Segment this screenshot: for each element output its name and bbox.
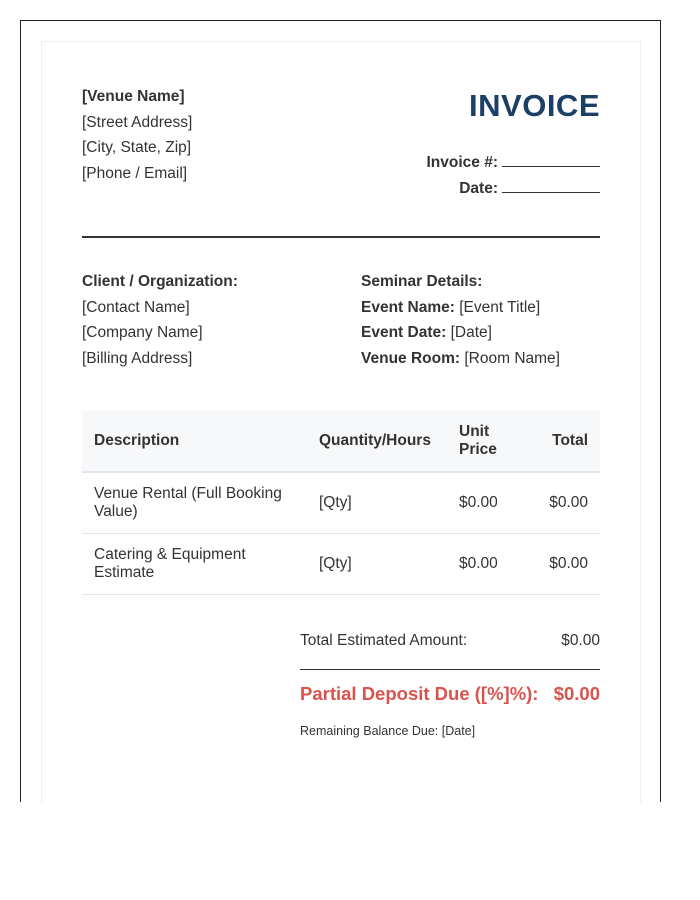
row-total: $0.00	[536, 472, 600, 533]
venue-name: [Venue Name]	[82, 88, 185, 105]
row-quantity: [Qty]	[307, 533, 447, 594]
header-description: Description	[82, 411, 307, 472]
invoice-date-blank	[502, 178, 600, 193]
seminar-heading: Seminar Details:	[361, 273, 483, 290]
header-total: Total	[536, 411, 600, 472]
invoice-number-label: Invoice #:	[426, 154, 498, 171]
row-quantity: [Qty]	[307, 472, 447, 533]
header-unit-price: Unit Price	[447, 411, 536, 472]
row-unit-price: $0.00	[447, 472, 536, 533]
total-estimated-label: Total Estimated Amount:	[300, 632, 468, 649]
remaining-balance: Remaining Balance Due: [Date]	[300, 724, 476, 738]
venue-room-row	[361, 346, 560, 372]
totals-section	[300, 632, 600, 738]
venue-city: [City, State, Zip]	[82, 139, 192, 156]
venue-room-label: Venue Room:	[361, 349, 461, 367]
event-name-label: Event Name:	[361, 298, 455, 316]
invoice-number-row	[427, 150, 601, 176]
invoice-date-label: Date:	[459, 180, 498, 197]
client-billing-address: [Billing Address]	[82, 349, 193, 367]
line-items-table	[82, 411, 600, 595]
invoice-meta	[427, 150, 601, 202]
venue-info	[82, 84, 192, 186]
table-header-row	[82, 411, 600, 472]
client-company-name: [Company Name]	[82, 324, 203, 341]
row-description: Venue Rental (Full Booking Value)	[82, 472, 307, 533]
event-date-row	[361, 320, 560, 346]
client-heading: Client / Organization:	[82, 273, 238, 290]
deposit-due-value: $0.00	[553, 683, 600, 704]
header-divider	[82, 236, 600, 238]
totals-divider	[300, 669, 600, 670]
deposit-due-label: Partial Deposit Due ([%]%):	[300, 683, 539, 704]
venue-room-value: [Room Name]	[464, 349, 560, 367]
row-total: $0.00	[536, 533, 600, 594]
row-unit-price: $0.00	[447, 533, 536, 594]
deposit-due-row	[300, 683, 600, 705]
total-estimated-value: $0.00	[561, 632, 600, 649]
invoice-date-row	[427, 176, 601, 202]
event-name-row	[361, 295, 560, 321]
seminar-details	[361, 269, 560, 371]
venue-contact: [Phone / Email]	[82, 164, 188, 182]
table-row	[82, 472, 600, 533]
client-info	[82, 269, 238, 371]
table-row	[82, 533, 600, 594]
event-date-label: Event Date:	[361, 324, 447, 341]
invoice-number-blank	[502, 152, 600, 167]
row-description: Catering & Equipment Estimate	[82, 533, 307, 594]
event-date-value: [Date]	[450, 324, 492, 341]
header-quantity: Quantity/Hours	[307, 411, 447, 472]
total-estimated-row	[300, 632, 600, 654]
invoice-title: INVOICE	[469, 88, 600, 123]
client-contact-name: [Contact Name]	[82, 298, 190, 316]
venue-street: [Street Address]	[82, 113, 193, 131]
event-name-value: [Event Title]	[459, 298, 541, 316]
